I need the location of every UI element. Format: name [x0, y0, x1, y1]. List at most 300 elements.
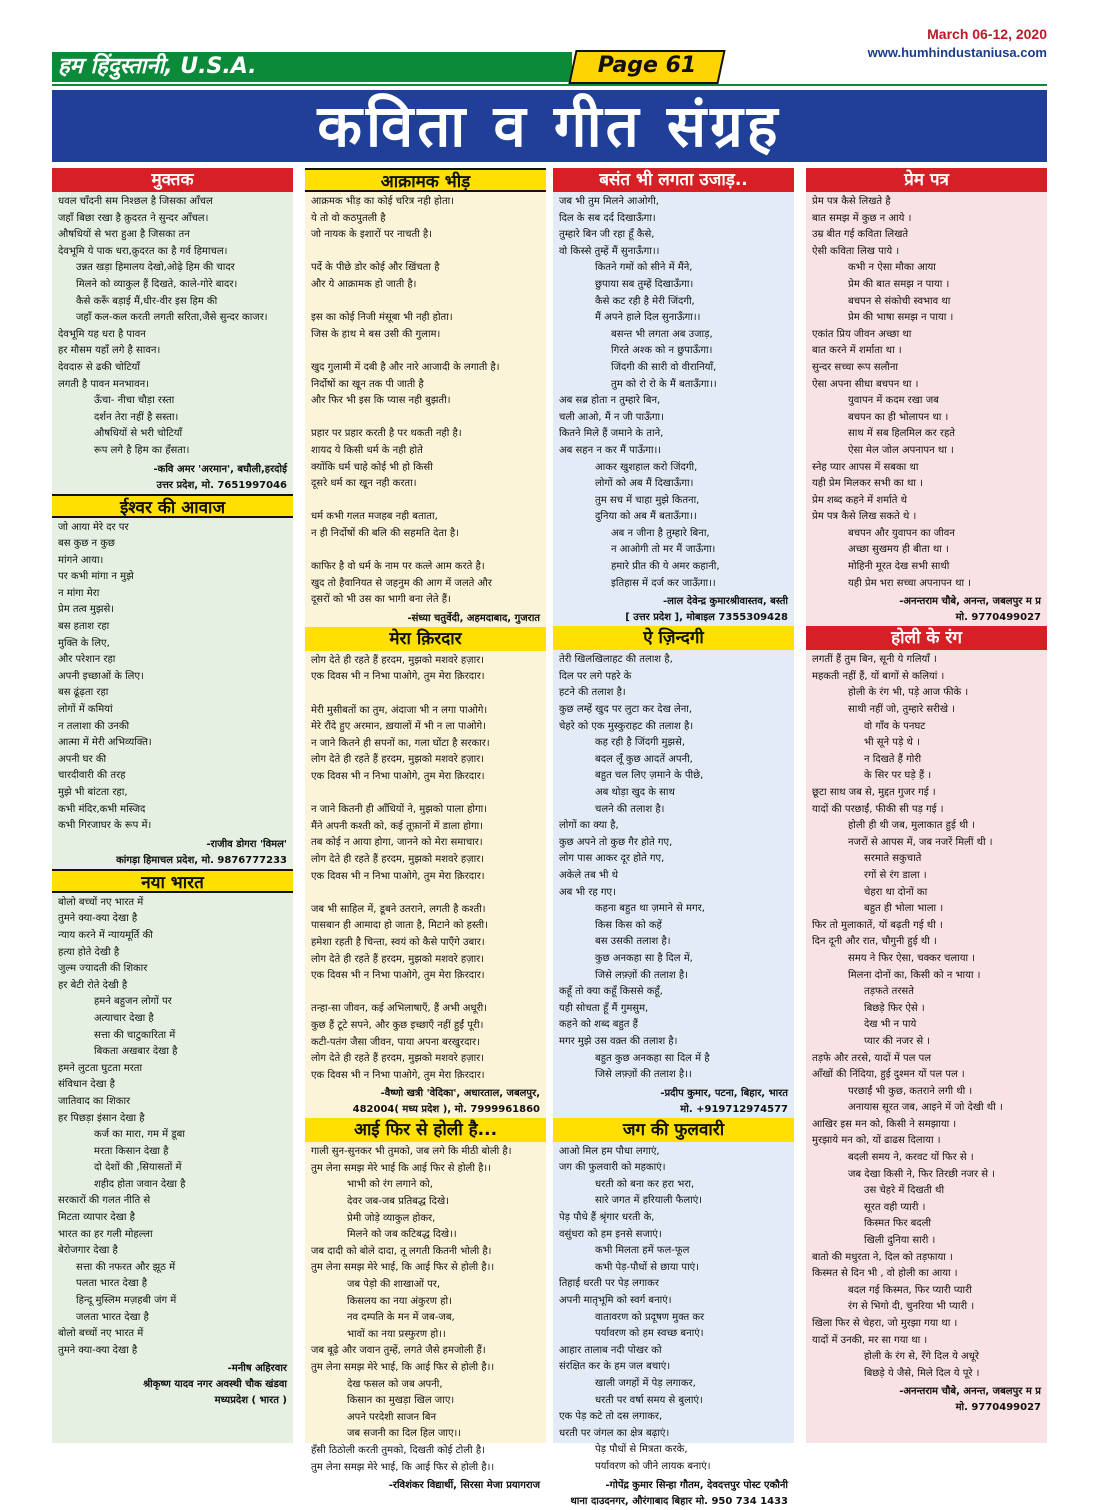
poem-body	[305, 1142, 546, 1478]
poem-line: पेड़ पौधे हैं श्रृंगार धरती के,	[559, 1212, 655, 1224]
poem-line: दूसरों को भी उस का भागी बना लेते हैं।	[311, 594, 451, 606]
poem-line: तुम लेना समझ मेरे भाई, कि आई फिर से होली है।।	[311, 1461, 495, 1473]
poem-line: होली के रंग से, रँगे दिल ये अधूरे	[864, 1351, 979, 1363]
poem-line: जुल्म ज्यादती की शिकार	[58, 963, 148, 975]
poem-line: चेहरे को एक मुस्कुराहट की तलाश है।	[559, 720, 694, 732]
poem-line: जब पेड़ो की शाखाओं पर,	[347, 1279, 441, 1291]
poem-line: बहुत कुछ अनकहा सा दिल में है	[595, 1052, 710, 1064]
poet-credit-line: -लाल देवेन्द्र कुमारश्रीवास्तव, बस्ती	[662, 596, 788, 608]
poem-line: जहाँ कल-कल करती लगती सरिता,जैसे सुन्दर काजर।	[76, 312, 268, 324]
poem-line: तुम लेना समझ मेरे भाई कि आई फिर से होली है।।	[311, 1162, 491, 1174]
poem-line: कुछ अपने तो कुछ गैर होते गए,	[559, 836, 673, 848]
poem-line: मिलने को व्याकुल हैं दिखते, काले-गोरे बादर।	[76, 278, 238, 290]
poem-line: प्रहार पर प्रहार करती है पर थकती नही है।	[311, 428, 462, 440]
poem-line: पासबान ही आमादा हो जाता है, मिटाने को हस्ती।	[311, 920, 488, 932]
poem-signature	[52, 837, 293, 869]
poem-line: मुझे भी बांटता रहा,	[58, 787, 128, 798]
poem-line: प्यार की नजर से ।	[864, 1035, 931, 1047]
poem-line: एकांत प्रिय जीवन अच्छा था	[812, 328, 912, 340]
column-3	[553, 168, 794, 1507]
masthead-rule	[52, 84, 1047, 86]
section-title: कविता व गीत संग्रह	[317, 92, 782, 160]
poem-line: ऐसा अपना सीधा बचपन था ।	[812, 378, 919, 390]
poem-line: अपनी मातृभूमि को स्वर्ग बनाएं।	[559, 1295, 672, 1307]
poem-line: बेरोजगार देखा है	[58, 1245, 118, 1257]
poem-line: औषधियों से भरा हुआ है जिसका तन	[58, 229, 190, 241]
poem-body	[52, 893, 293, 1362]
poem-line: जिंदगी की सारी वो वीरानियाँ,	[611, 361, 717, 373]
poem-line: कहना बहुत था ज़माने से मगर,	[595, 903, 705, 915]
poem-line: इतिहास में दर्ज कर जाऊँगा।।	[611, 577, 716, 589]
poem-line: युवापन में कदम रखा जब	[848, 395, 939, 407]
poem-line: लोगों में कमियां	[58, 704, 113, 716]
poem-line: दिन दूनी और रात, चौगुनी हुई थी ।	[812, 936, 937, 948]
poem-line: दर्शन तेरा नहीं है सस्ता।	[94, 411, 179, 423]
poem-line: किसान का मुखड़ा खिल जाए।	[347, 1395, 455, 1407]
poem-line: कटी-पतंग जैसा जीवन, पाया अपना बरखुरदार।	[311, 1036, 480, 1048]
poem-line: अत्याचार देखा है	[94, 1012, 154, 1024]
poem-line	[311, 985, 540, 1002]
poem-line: कैसे करूँ बड़ाई मैं,धीर-वीर इस हिम की	[76, 295, 218, 307]
poem-line: वातावरण को प्रदूषण मुक्त कर	[595, 1311, 705, 1323]
masthead	[52, 26, 1047, 84]
poem-line: कुछ लम्हें खुद पर लुटा कर देख लेना,	[559, 704, 693, 716]
poem-line: एक दिवस भी न निभा पाओगे, तुम मेरा क़िरदार।	[311, 1069, 485, 1081]
poem-body	[52, 192, 293, 462]
poem-line: न तलाशा की उनकी	[58, 720, 130, 732]
poem-line: पर कभी मांगा न मुझे	[58, 571, 134, 583]
poem-line: हँसी ठिठोली करती तुमको, दिखती कोई टोली है।	[311, 1444, 485, 1456]
poem-line: एक दिवस भी न निभा पाओगे, तुम मेरा क़िरदार।	[311, 870, 485, 882]
poem-line: लगती है पावन मनभावन।	[58, 378, 149, 390]
poem-title: होली के रंग	[806, 626, 1047, 650]
poem-line: बात करने में शर्माता था ।	[812, 345, 902, 357]
poem-line: संविधान देखा है	[58, 1079, 115, 1091]
poem-line: भी सूने पड़े थे ।	[864, 737, 920, 749]
poem-line: वसुंधरा को हम इनसे सजाएं।	[559, 1228, 662, 1240]
poem-line: तुम लेना समझ मेरे भाई, कि आई फिर से होली है।।	[311, 1362, 495, 1373]
poem-title: मेरा क़िरदार	[305, 627, 546, 651]
poem-line: आओ मिल हम पौधा लगाएं,	[559, 1145, 660, 1157]
poem-line: बदल लूँ कुछ आदतें अपनी,	[595, 753, 693, 765]
poem-line: खुद तो हैवानियत से जहनुम की आग में जलते और	[311, 577, 492, 589]
poem-line: जब भी साहिल में, डूबने उतराने, लगती है कश्ती।	[311, 903, 486, 915]
poem-line: प्रेम तत्व मुझसे।	[58, 604, 115, 616]
poem-line: साथी नहीं जो, तुम्हारे सरीखे ।	[848, 704, 955, 716]
poem-line: रगों से रंग डाला ।	[864, 869, 927, 881]
poem-line: बोलो बच्चों नए भारत में	[58, 896, 144, 908]
poem-line: एक दिवस भी न निभा पाओगे, तुम मेरा क़िरदार।	[311, 671, 485, 683]
poem-body	[305, 192, 546, 611]
poem-line: तुम को रो रो के मैं बताऊँगा।।	[611, 378, 717, 390]
poem-line: यही प्रेम भरा सच्चा अपनापन था ।	[848, 577, 972, 589]
poem-line: यही प्रेम मिलकर सभी का था ।	[812, 478, 923, 490]
poem-title: बसंत भी लगता उजाड़..	[553, 168, 794, 192]
poem-line: नजरों से आपस में, जब नजरें मिलीं थी ।	[848, 836, 993, 848]
poem-line: निर्दोषों का खून तक पी जाती है	[311, 378, 424, 390]
poem-line: जो आया मेरे दर पर	[58, 521, 129, 533]
poem-line: मोहिनी मूरत देख सभी साथी	[848, 561, 950, 573]
poem-line: कहने को शब्द बहुत हैं	[559, 1019, 638, 1031]
poet-credit-line: मो. 9770499027	[955, 612, 1041, 624]
poem-line: फिर तो मुलाकातें, यों बढ़ती गई थी ।	[812, 919, 943, 931]
poem-line: पर्दे के पीछे डोर कोई और खिंचता है	[311, 262, 440, 274]
poem-line: बसन्त भी लगता अब उजाड़,	[611, 328, 713, 340]
poem-line: कभी गिरजाघर के रूप में।	[58, 820, 152, 832]
poem-line: पलता भारत देखा है	[76, 1278, 148, 1290]
poem-title: प्रेम पत्र	[806, 168, 1047, 192]
poem-line: बिकता अखबार देखा है	[94, 1046, 178, 1058]
poem-line: उम्र बीत गई कविता लिखते	[812, 229, 909, 241]
poem-line: देख फसल को जब अपनी,	[347, 1378, 443, 1390]
poem-line: बदली समय ने, करवट यों फिर से ।	[848, 1152, 974, 1164]
poem-line	[311, 343, 540, 360]
poem-line: चेहरा था दोनों का	[864, 886, 928, 898]
poem-line: कुछ हैं टूटे सपने, और कुछ इच्छाएँ नहीं हुईं पूरी।	[311, 1019, 484, 1031]
poem-line: सरमाते सकुचाते	[864, 853, 922, 865]
poem-line: बचपन का ही भोलापन था ।	[848, 411, 949, 423]
poem-line: दिल के सब दर्द दिखाऊँगा।	[559, 212, 656, 224]
poem-line: चलने की तलाश है।	[595, 803, 665, 815]
poet-credit-line: मो. +919712974577	[680, 1103, 788, 1115]
poem-line: जलता भारत देखा है	[76, 1311, 149, 1323]
poem-line: बातो की मधुरता ने, दिल को तड़फाया ।	[812, 1251, 953, 1263]
poem-line: सत्ता की नफरत और झूठ में	[76, 1261, 176, 1273]
poem-line: अब सब्र होता न तुम्हारे बिन,	[559, 395, 661, 407]
poem-line	[311, 786, 540, 803]
poem-line: ये तो वो कठपुतली है	[311, 212, 386, 224]
poem-line: आहार तालाब नदी पोखर को	[559, 1344, 662, 1356]
poem-line: आकर खुशहाल करो जिंदगी,	[595, 461, 698, 473]
poem-line: देवदारु से ढकी चोटियाँ	[58, 361, 140, 373]
poem-line: ऐसी कविता लिख पाये ।	[812, 245, 900, 257]
poem-line: साथ में सब हिलमिल कर रहते	[848, 428, 955, 440]
poem-line: न जाने कितने ही सपनों का, गला घोंटा है सरकार।	[311, 737, 490, 749]
poem-line	[311, 493, 540, 510]
poem-line: कभी न ऐसा मौका आया	[848, 262, 936, 274]
poem-line: कभी पेड़-पौधों से छाया पाएं।	[595, 1261, 700, 1273]
poem-line: आक्रमक भीड़ का कोई चरित्र नही होता।	[311, 196, 455, 207]
poem-line: जब सजनी का दिल हिल जाए।।	[347, 1428, 462, 1440]
poem-line: समय ने फिर ऐसा, चक्कर चलाया ।	[848, 952, 976, 964]
poem-line: सरकारों की गलत नीति से	[58, 1195, 151, 1207]
poem-line: प्रेम शब्द कहने में शर्माते थे	[812, 494, 907, 506]
poem-line: कितने गमों को सीने में मैंने,	[595, 262, 693, 274]
poem-line: मुक्ति के लिए,	[58, 637, 110, 649]
poet-credit-line: उत्तर प्रदेश, मो. 7651997046	[156, 479, 287, 491]
poem-line: स्नेह प्यार आपस में सबका था	[812, 461, 919, 473]
poem-line: प्रेम की भाषा समझ न पाया ।	[848, 312, 954, 324]
poem-line: रूप लगे है हिम का हँसता।	[94, 444, 190, 456]
poem-line: देख भी न पाये	[864, 1019, 917, 1031]
poem-line: अकेले तब भी थे	[559, 869, 619, 881]
poem-line: जब दादी को बोले दादा, तू लगती कितनी भोली है।	[311, 1245, 492, 1257]
poem-line: तुमने क्या-क्या देखा है	[58, 1344, 138, 1356]
poem-line: काफिर है वो धर्म के नाम पर कत्ले आम करते है।	[311, 561, 485, 573]
poem-signature	[553, 1478, 794, 1510]
poet-credit-line: -अनन्तराम चौबे, अनन्त, जबलपुर म प्र	[899, 596, 1041, 608]
poem-line: किसलय का नया अंकुरण हो।	[347, 1295, 452, 1307]
poem-line: तेरी खिलखिलाहट की तलाश है,	[559, 654, 673, 666]
poem-line: मरता किसान देखा है	[94, 1145, 169, 1157]
poet-credit-line: 482004( मध्य प्रदेश ), मो. 7999961860	[352, 1104, 540, 1116]
poem-line: हमारे प्रीत की ये अमर कहानी,	[611, 561, 720, 573]
poem-line: मगर मुझे उस वक़्त की तलाश है।	[559, 1035, 678, 1047]
poem-line: बस कुछ न कुछ	[58, 538, 115, 550]
poem-line	[311, 294, 540, 311]
poem-line: उन्नत खड़ा हिमालय देखो,ओढ़े हिम की चादर	[76, 262, 235, 274]
poem-line: औषधियों से भरी चोटियाँ	[94, 428, 183, 440]
poem-line: छुपाया सब तुम्हें दिखाऊँगा।	[595, 278, 694, 290]
poem-line: और परेशान रहा	[58, 654, 116, 666]
poem-line	[311, 542, 540, 559]
poem-line: धरती को बना कर हरा भरा,	[595, 1178, 695, 1190]
poem-line: एक दिवस भी न निभा पाओगे, तुम मेरा क़िरदार।	[311, 771, 485, 782]
poem-line: जहाँ बिछा रखा है क़ुदरत ने सुन्दर आँचल।	[58, 212, 209, 224]
poem-line: अपनी घर की	[58, 753, 107, 765]
poem-line: हर मौसम यहाँ लगे है सावन।	[58, 345, 161, 357]
poem-line: जो नायक के इशारों पर नाचती है।	[311, 229, 433, 241]
poem-body	[305, 651, 546, 1086]
poem-line: बस उसकी तलाश है।	[595, 936, 671, 948]
poem-line: तुम सच में चाहा मुझे कितना,	[595, 494, 700, 506]
poem-line: सुन्दर सच्चा रूप सलौना	[812, 361, 898, 373]
poem-line: मेरे रौंदे हुए अरमान, ख़यालों में भी न ला पाओगे।	[311, 721, 486, 733]
poem-line: प्रेमी जोड़े व्याकुल होकर,	[347, 1212, 436, 1224]
poem-line: धर्म कभी गलत मजहब नही बताता,	[311, 511, 438, 523]
poem-line: खाली जगहों में पेड़ लगाकर,	[595, 1378, 696, 1389]
poem-line: बात समझ में कुछ न आये ।	[812, 212, 912, 224]
poem-line: धरती पर जंगल का क्षेत्र बढ़ाएं।	[559, 1427, 670, 1439]
poem-line: हर बेटी रोते देखी है	[58, 979, 128, 991]
poem-line: हमने बहुजन लोगों पर	[94, 996, 172, 1008]
poem-signature	[52, 462, 293, 494]
poem-line: अब भी रह गए।	[559, 886, 616, 898]
poem-line: होली ही थी जब, मुलाकात हुई थी ।	[848, 820, 976, 832]
poem-line: खिली दुनिया सारी ।	[864, 1235, 936, 1247]
poem-line: हिन्दू मुस्लिम मज़हबी जंग में	[76, 1295, 177, 1307]
poem-line: एक दिवस भी न निभा पाओगे, तुम मेरा क़िरदार।	[311, 970, 485, 982]
poem-line: मिलना दोनों का, किसी को न भाया ।	[848, 969, 981, 981]
poem-line: बोलो बच्चों नए भारत में	[58, 1328, 144, 1340]
poem-line: आँखों की निंदिया, हुई दुश्मन यों पल पल ।	[812, 1069, 965, 1081]
poem-line: तुम लेना समझ मेरे भाई, कि आई फिर से होली है।।	[311, 1262, 495, 1274]
poem-line: जिसे लफ़्ज़ों की तलाश है।।	[595, 1069, 692, 1081]
poet-credit-line: -अनन्तराम चौबे, अनन्त, जबलपुर म प्र	[899, 1386, 1041, 1398]
poem-line: लोग पास आकर दूर होते गए,	[559, 853, 665, 865]
poem-body	[553, 650, 794, 1085]
poem-line: तन्हा-सा जीवन, कई अभिलाषाएँ, हैं अभी अधूरी।	[311, 1003, 488, 1015]
poem-line: भावों का नया प्रस्फुरण हो।।	[347, 1328, 446, 1340]
poem-title: नया भारत	[52, 869, 293, 893]
poem-body	[806, 650, 1047, 1384]
poet-credit-line: कांगड़ा हिमाचल प्रदेश, मो. 9876777233	[116, 854, 287, 866]
poem-line: लोगों का क्या है,	[559, 820, 619, 832]
poem-signature	[553, 594, 794, 626]
poem-line: शायद ये किसी धर्म के नही होते	[311, 444, 423, 456]
poem-line: न जाने कितनी ही आँधियों ने, मुझको पाला होगा।	[311, 804, 487, 816]
poem-line: एक पेड़ कटे तो दस लगाकर,	[559, 1411, 663, 1423]
poem-signature	[52, 1361, 293, 1409]
poem-line: अनायास सूरत जब, आइने में जो देखी थी ।	[848, 1102, 1003, 1114]
poem-line: जग की फुलवारी को महकाएं।	[559, 1162, 666, 1174]
poem-signature	[806, 1384, 1047, 1416]
section-banner	[52, 90, 1047, 162]
poem-line: तुम्हारे बिन जी रहा हूँ कैसे,	[559, 229, 655, 241]
poem-title: ऐ ज़िन्दगी	[553, 626, 794, 650]
poem-line: हटने की तलाश है।	[559, 687, 626, 699]
poem-line: छूटा साथ जब से, मुद्दत गुजर गई ।	[812, 787, 936, 798]
poem-body	[806, 192, 1047, 594]
poet-credit-line: थाना दाउदनगर, औरंगाबाद बिहार मो. 950 734 1433	[570, 1495, 788, 1507]
poet-credit-line: -कवि अमर 'अरमान', बघौली,हरदोई	[153, 463, 287, 475]
poem-line: रंग से भिगो दी, चुनरिया भी प्यारी ।	[848, 1301, 975, 1313]
column-4	[806, 168, 1047, 1443]
poem-line: न ही निर्दोषों की बलि की सहमति देता है।	[311, 527, 459, 539]
poem-line: किस्मत से दिन भी , वो होली का आया ।	[812, 1268, 958, 1280]
poem-line: सत्ता की चाटुकारिता में	[94, 1029, 176, 1041]
poet-credit-line: श्रीकृष्ण यादव नगर अवस्थी चौक खंडवा	[143, 1379, 287, 1391]
poem-line: अपनी इच्छाओं के लिए।	[58, 670, 144, 682]
column-2	[305, 168, 546, 1492]
poem-line: तिहाई धरती पर पेड़ लगाकर	[559, 1278, 659, 1290]
poem-line: कहूँ तो क्या कहूँ किससे कहूँ,	[559, 986, 663, 998]
poem-signature	[305, 611, 546, 627]
poem-line: लोग देते ही रहते हैं हरदम, मुझको मशवरे हज़ार।	[311, 953, 485, 965]
poem-title: मुक्तक	[52, 168, 293, 192]
poem-line: देवभूमि ये पाक धरा,क़ुदरत का है गर्व हिमाचल।	[58, 245, 228, 257]
poem-body	[52, 518, 293, 837]
poem-line: और फिर भी इस कि प्यास नही बुझती।	[311, 395, 451, 407]
poet-credit-line: -राजीव डोगरा 'विमल'	[206, 838, 287, 850]
poet-credit-line: -गोपेंद्र कुमार सिन्हा गौतम, देवदत्तपुर पोस्ट एकौनी	[605, 1479, 788, 1491]
poem-line: लोग देते ही रहते हैं हरदम, मुझको मशवरे हज़ार।	[311, 853, 485, 865]
poem-line: बिछड़े फिर ऐसे ।	[864, 1002, 925, 1014]
poem-signature	[806, 594, 1047, 626]
poem-line: दो देशों की ,सियासतों में	[94, 1162, 182, 1174]
poem-line: दूसरे धर्म का खून नही करता।	[311, 478, 417, 490]
poem-line: बदल गई किस्मत, फिर प्यारी प्यारी	[848, 1284, 972, 1296]
poem-title: आई फिर से होली है...	[305, 1118, 546, 1142]
column-1	[52, 168, 293, 1443]
poem-line: तड़फते तरसते	[864, 986, 914, 998]
poem-line	[311, 410, 540, 427]
poem-line: हमेशा रहती है चिन्ता, स्वयं को कैसे पाएँगे उबार।	[311, 936, 485, 948]
poem-line: अपने परदेशी साजन बिन	[347, 1411, 437, 1423]
poem-line: बस हताश रहा	[58, 621, 110, 633]
poem-body	[553, 192, 794, 594]
poem-line: मिलने को जब कटिबद्ध दिखे।।	[347, 1229, 457, 1241]
poem-signature	[553, 1086, 794, 1118]
poem-line: गाली सुन-सुनकर भी तुमको, जब लगे कि मीठी बोली है।	[311, 1146, 512, 1158]
poem-line: न मांगा मेरा	[58, 587, 100, 599]
poem-line: कह रही है जिंदगी मुझसे,	[595, 737, 686, 749]
poem-line: अब थोड़ा खुद के साथ	[595, 787, 675, 798]
website-link[interactable]: www.humhindustaniusa.com	[867, 45, 1047, 60]
poem-line: अब सहन न कर मैं पाऊँगा।।	[559, 444, 662, 456]
poem-line: अब न जीना है तुम्हारे बिना,	[611, 527, 710, 539]
poem-line: यादों की परछाईं, फीकी सी पड़ गई ।	[812, 803, 944, 815]
poem-line: मेरी मुसीबतों का तुम, अंदाजा भी न लगा पाओगे।	[311, 704, 488, 716]
poem-line: चारदीवारी की तरह	[58, 770, 126, 782]
poem-line: वो किस्से तुम्हें मैं सुनाऊँगा।।	[559, 245, 660, 257]
poem-line: जिसे लफ़्ज़ों की तलाश है।	[595, 969, 688, 981]
poem-line: कर्ज का मारा, गम में डूबा	[94, 1129, 185, 1141]
poem-line: लोग देते ही रहते हैं हरदम, मुझको मशवरे हज़ार।	[311, 654, 485, 666]
poem-line: जब भी तुम मिलने आओगी,	[559, 196, 659, 207]
poem-title: आक्रामक भीड़	[305, 168, 546, 192]
poem-line: उस चेहरे में दिखती थी	[864, 1185, 945, 1197]
poem-line: सूरत वही प्यारी ।	[864, 1201, 926, 1213]
poem-line: आखिर इस मन को, किसी ने समझाया ।	[812, 1118, 957, 1130]
poem-line: तुमने क्या-क्या देखा है	[58, 913, 138, 925]
poem-line: मांगने आया।	[58, 554, 104, 566]
poem-line: बिछड़े ये जैसे, मिले दिल ये पूरे ।	[864, 1367, 980, 1379]
poet-credit-line: -रविशंकर विद्यार्थी, सिरसा मेजा प्रयागराज	[388, 1480, 540, 1492]
poem-line: बचपन से संकोची स्वभाव था	[848, 295, 951, 307]
poem-line: हर पिछड़ा इंसान देखा है	[58, 1112, 145, 1124]
poem-title: जग की फुलवारी	[553, 1118, 794, 1142]
poem-line: तब कोई न आया होगा, जानने को मेरा समाचार।	[311, 837, 483, 849]
poem-line: जब देखा किसी ने, फिर तिरछी नजर से ।	[848, 1168, 995, 1180]
poem-line: न दिखते हैं गोरी	[864, 753, 922, 765]
poem-line: आत्मा में मेरी अभिव्यक्ति।	[58, 737, 152, 749]
poem-line: पेड़ पौधों से मित्रता करके,	[595, 1444, 688, 1456]
poem-line: पर्यावरण को जीने लायक बनाएं।	[595, 1460, 711, 1472]
poem-line: लोग देते ही रहते हैं हरदम, मुझको मशवरे हज़ार।	[311, 754, 485, 766]
poet-credit-line: [ उत्तर प्रदेश ], मोबाइल 7355309428	[625, 612, 788, 624]
poet-credit-line: मो. 9770499027	[955, 1402, 1041, 1414]
poem-line: देवभूमि यह धरा है पावन	[58, 328, 146, 340]
poem-line: प्रेम की बात समझ न पाया ।	[848, 278, 950, 290]
poem-line: बहुत चल लिए ज़माने के पीछे,	[595, 770, 704, 782]
poem-line: दिल पर लगे पहरे के	[559, 670, 632, 682]
poem-body	[553, 1142, 794, 1478]
poet-credit-line: -संध्या चतुर्वेदी, अहमदाबाद, गुजरात	[407, 612, 540, 624]
poem-line: वो गाँव के पनघट	[864, 720, 926, 732]
poem-line: कभी मंदिर,कभी मस्जिद	[58, 803, 146, 815]
poem-line: यही सोचता हूँ मैं गुमसुम,	[559, 1002, 649, 1014]
poem-line: खिला फिर से चेहरा, जो मुरझा गया था ।	[812, 1318, 958, 1329]
poem-line: बस ढूंढ़ता रहा	[58, 687, 109, 699]
poem-line: हमने लुटता घुटता मरता	[58, 1062, 143, 1074]
poem-line: गिरते अश्क को न छुपाऊँगा।	[611, 345, 713, 357]
poem-line: लोगों को अब मैं दिखाऊँगा।	[595, 478, 694, 490]
poem-line: इस का कोई निजी मंसूबा भी नही होता।	[311, 312, 453, 324]
poem-line: कितने मिले हैं जमाने के ताने,	[559, 428, 664, 440]
poem-line: धरती पर वर्षा समय से बुलाएं।	[595, 1394, 703, 1406]
poem-line: संरक्षित कर के हम जल बचाएं।	[559, 1361, 671, 1373]
poem-line: बहुत ही भोला भाला ।	[864, 903, 944, 915]
poem-line: यादों में उनकी, मर सा गया था ।	[812, 1334, 928, 1346]
poem-line	[311, 686, 540, 703]
poem-line: होली के रंग भी, पड़े आज फीके ।	[848, 687, 969, 699]
poem-line: दुनिया को अब मैं बताऊँगा।।	[595, 511, 697, 523]
poem-line: किस्मत फिर बदली	[864, 1218, 931, 1230]
poem-line: शहीद होता जवान देखा है	[94, 1178, 186, 1190]
poem-line: प्रेम पत्र कैसे लिखते है	[812, 196, 891, 207]
poem-line: और ये आक्रामक हो जाती है।	[311, 278, 417, 290]
poem-line: खुद गुलामी में दबी है और नारे आजादी के लगाती है।	[311, 361, 500, 373]
newspaper-brand: हम हिंदुस्तानी, U.S.A.	[52, 52, 572, 82]
poem-line	[311, 244, 540, 261]
poem-line: न आओगी तो मर मैं जाऊँगा।	[611, 544, 716, 556]
poem-line: जब बूढ़े और जवान तुम्हें, लगते जैसे हमजोली हैं।	[311, 1345, 486, 1357]
poem-line: किस किस को कहें	[595, 919, 662, 931]
poem-line: चली आओ, मैं न जी पाऊँगा।	[559, 411, 664, 423]
poem-line	[311, 885, 540, 902]
poem-signature	[305, 1086, 546, 1118]
